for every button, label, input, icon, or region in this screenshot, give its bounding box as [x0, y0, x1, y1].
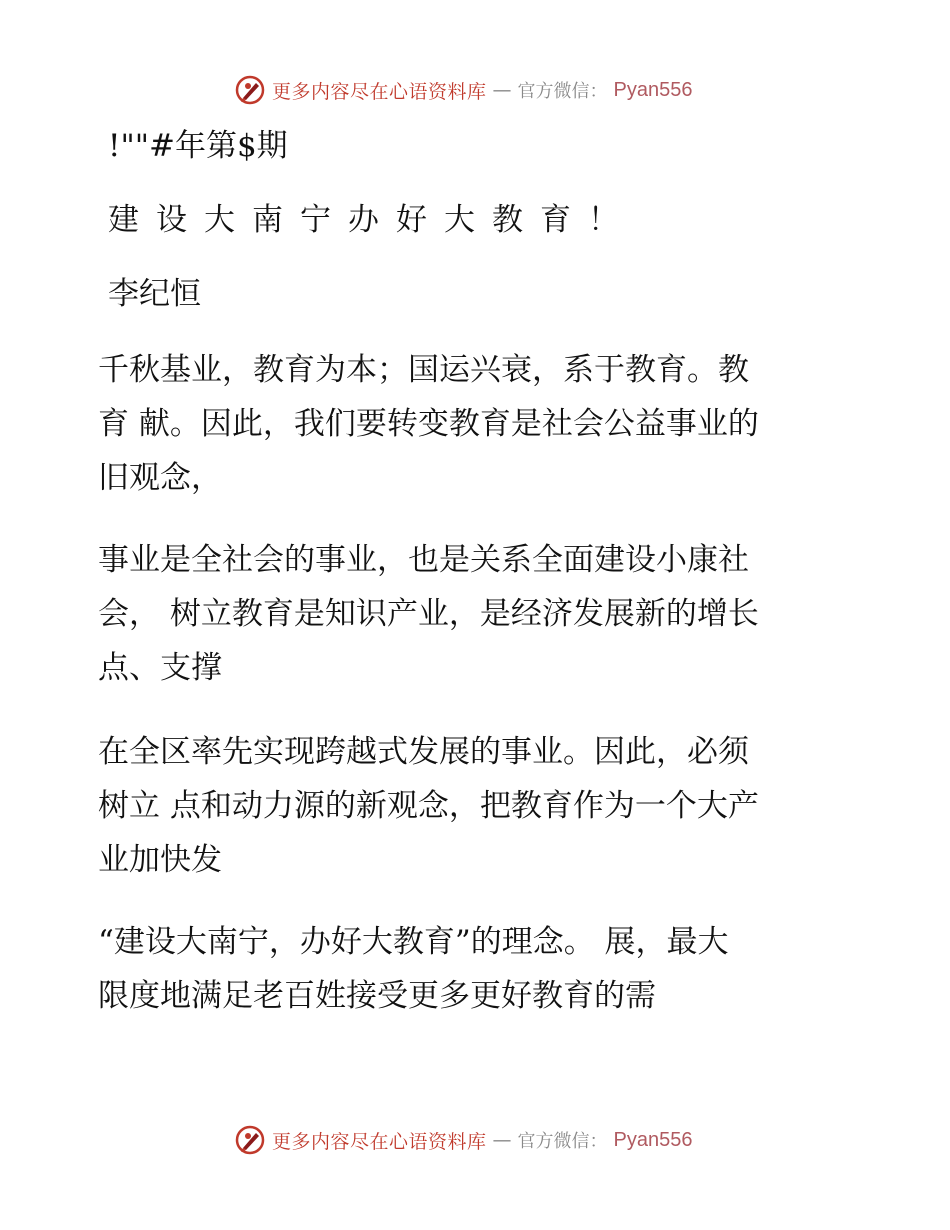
pen-logo-icon — [234, 74, 266, 106]
watermark-dash: — — [492, 79, 512, 101]
watermark-wechat-id: Pyan556 — [613, 78, 693, 101]
paragraph-3 — [98, 732, 858, 894]
watermark-header — [234, 72, 692, 108]
paragraph-4 — [98, 922, 858, 1030]
paragraph-line: 事业是全社会的事业，也是关系全面建设小康社 — [98, 542, 749, 578]
paragraph-line: 会， 树立教育是知识产业，是经济发展新的增长 — [98, 596, 759, 632]
paragraph-line: 旧观念， — [98, 460, 222, 496]
article-author: 李纪恒 — [108, 276, 201, 312]
paragraph-line: “建设大南宁，办好大教育”的理念。 展，最大 — [98, 924, 729, 960]
watermark-wechat-label: 官方微信： — [517, 1131, 608, 1152]
watermark-dash: — — [492, 1129, 512, 1151]
paragraph-1 — [98, 350, 858, 512]
paragraph-line: 育 献。因此，我们要转变教育是社会公益事业的 — [98, 406, 759, 442]
watermark-text: 更多内容尽在心语资料库 — [272, 1130, 487, 1153]
pen-logo-icon — [234, 1124, 266, 1156]
watermark-wechat-id: Pyan556 — [613, 1128, 693, 1151]
article-title: 建设大南宁办好大教育！ — [108, 202, 636, 238]
paragraph-line: 千秋基业，教育为本；国运兴衰，系于教育。教 — [98, 352, 749, 388]
issue-number: !""#年第$期 — [108, 128, 288, 164]
paragraph-line: 业加快发 — [98, 842, 222, 878]
paragraph-line: 在全区率先实现跨越式发展的事业。因此，必须 — [98, 734, 749, 770]
paragraph-2 — [98, 540, 858, 702]
paragraph-line: 树立 点和动力源的新观念，把教育作为一个大产 — [98, 788, 759, 824]
paragraph-line: 点、支撑 — [98, 650, 222, 686]
paragraph-line: 限度地满足老百姓接受更多更好教育的需 — [98, 978, 656, 1014]
watermark-wechat-label: 官方微信： — [517, 81, 608, 102]
watermark-text: 更多内容尽在心语资料库 — [272, 80, 487, 103]
watermark-footer — [234, 1122, 692, 1158]
